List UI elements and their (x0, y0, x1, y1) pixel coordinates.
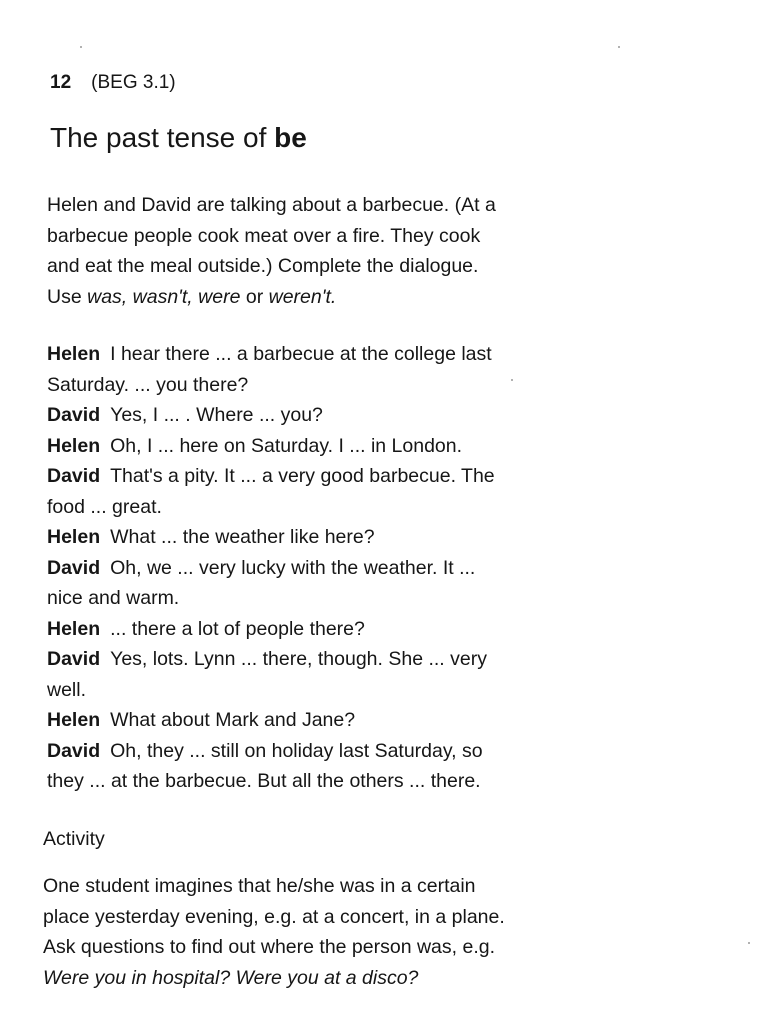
dialogue-continuation: nice and warm. (47, 587, 180, 609)
activity-line: place yesterday evening, e.g. at a concert, in a plane. (43, 905, 505, 928)
instruction-line: Helen and David are talking about a barbecue. (At a (47, 194, 496, 216)
dialogue-text: ... there a lot of people there? (110, 617, 365, 640)
title-text: The past tense of (50, 122, 267, 153)
instruction-line: barbecue people cook meat over a fire. They cook (47, 224, 481, 247)
answer-option-wasnt: wasn't, (132, 285, 193, 308)
example-questions: Were you in hospital? Were you at a disco? (43, 966, 419, 989)
answer-option-was: was, (87, 285, 128, 308)
dialogue-turn (47, 644, 607, 705)
dialogue-turn (47, 461, 607, 522)
scan-speck (511, 379, 513, 381)
activity-heading: Activity (43, 828, 105, 850)
instruction-use: Use (47, 285, 82, 308)
answer-option-were: were (198, 285, 241, 308)
dialogue-text: Yes, lots. Lynn ... there, though. She ... very (110, 648, 487, 670)
dialogue-text: That's a pity. It ... a very good barbecue. The (110, 465, 495, 487)
dialogue-text: Oh, we ... very lucky with the weather. It ... (110, 556, 476, 579)
instruction-line: and eat the meal outside.) Complete the dialogue. (47, 255, 479, 277)
scan-speck (748, 942, 750, 944)
speaker-name: Helen (47, 709, 101, 731)
speaker-name: David (47, 648, 101, 670)
dialogue-text: Oh, I ... here on Saturday. I ... in London. (110, 434, 463, 457)
activity-example (43, 963, 643, 994)
speaker-name: Helen (47, 617, 101, 640)
speaker-name: Helen (47, 343, 101, 365)
activity-line: Ask questions to find out where the person was, e.g. (43, 936, 496, 958)
dialogue-text: Yes, I ... . Where ... you? (110, 404, 323, 426)
instruction-line (47, 282, 607, 313)
instruction-or: or (245, 285, 264, 308)
activity-line: One student imagines that he/she was in a certain (43, 875, 476, 897)
title-bold-word: be (274, 122, 307, 153)
activity-text (43, 871, 643, 993)
dialogue-text: What ... the weather like here? (110, 526, 375, 548)
unit-header (50, 72, 176, 94)
dialogue-turn (47, 400, 607, 431)
dialogue (47, 339, 607, 797)
scan-speck (618, 46, 620, 48)
speaker-name: Helen (47, 526, 101, 548)
dialogue-turn (47, 614, 607, 645)
page-title (50, 120, 307, 156)
dialogue-text: What about Mark and Jane? (110, 709, 356, 731)
dialogue-continuation: food ... great. (47, 495, 162, 518)
unit-reference: (BEG 3.1) (91, 72, 176, 93)
speaker-name: Helen (47, 434, 101, 457)
speaker-name: David (47, 404, 101, 426)
dialogue-turn (47, 339, 607, 400)
unit-number: 12 (50, 72, 72, 93)
dialogue-continuation: well. (47, 678, 87, 701)
instructions (47, 190, 607, 312)
dialogue-turn (47, 553, 607, 614)
dialogue-turn (47, 736, 607, 797)
dialogue-text: Oh, they ... still on holiday last Saturday, so (110, 739, 483, 762)
dialogue-turn (47, 431, 607, 462)
speaker-name: David (47, 465, 101, 487)
answer-option-werent: weren't. (268, 285, 337, 308)
dialogue-text: I hear there ... a barbecue at the college last (110, 343, 492, 365)
speaker-name: David (47, 739, 101, 762)
speaker-name: David (47, 556, 101, 579)
dialogue-continuation: they ... at the barbecue. But all the others ... there. (47, 770, 481, 792)
dialogue-continuation: Saturday. ... you there? (47, 373, 249, 396)
dialogue-turn (47, 522, 607, 553)
dialogue-turn (47, 705, 607, 736)
scan-speck (80, 46, 82, 48)
